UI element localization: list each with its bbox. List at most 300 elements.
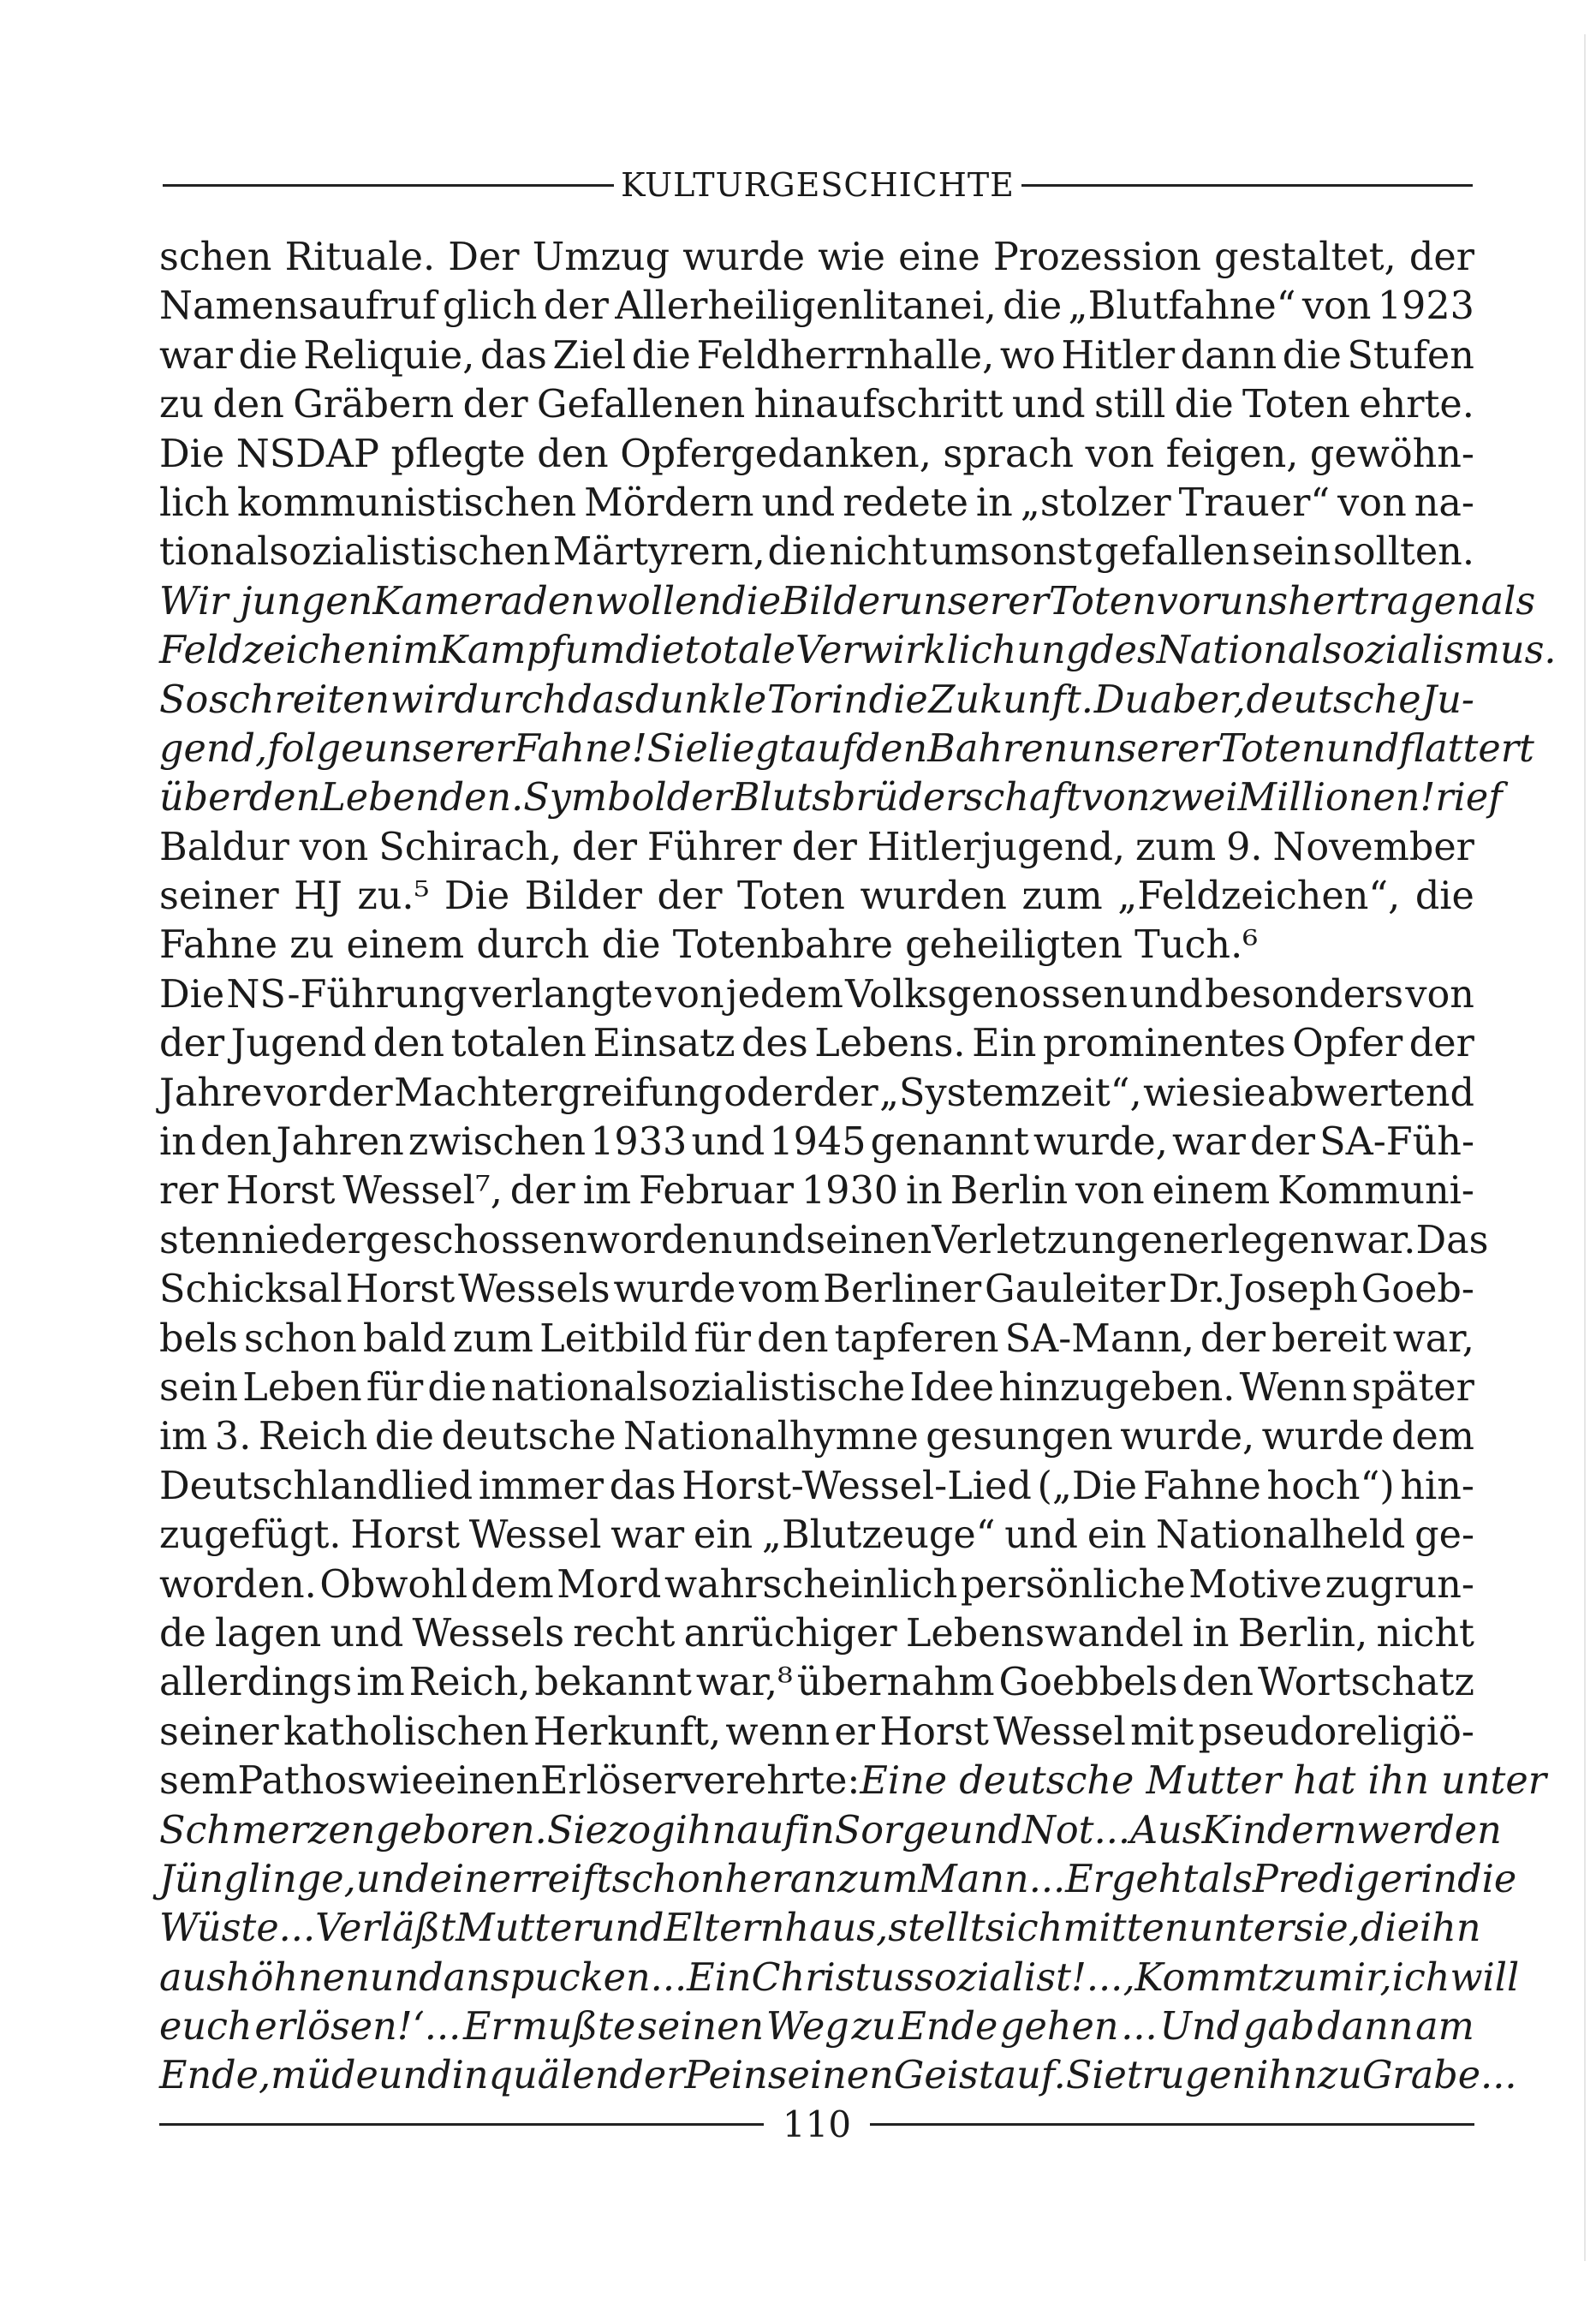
word: die: [1360, 1906, 1420, 1951]
word: von: [1081, 776, 1151, 820]
word: sein: [159, 1365, 239, 1410]
word: persönliche: [960, 1562, 1186, 1607]
word: NSDAP: [235, 432, 379, 476]
text-line: [159, 1560, 1474, 1609]
word: sie,: [1294, 1906, 1361, 1951]
word: den: [372, 1022, 445, 1066]
word: die: [1003, 284, 1063, 329]
word: Reich: [258, 1415, 368, 1459]
word: Kindern: [1201, 1808, 1357, 1853]
word: ...: [278, 1906, 316, 1951]
word: Bahren: [927, 726, 1069, 771]
word: der: [791, 825, 857, 869]
word: vom: [739, 1268, 820, 1312]
text-line: [159, 725, 1534, 773]
word: Horst-Wessel-Lied: [682, 1464, 1032, 1508]
word: Der: [448, 236, 520, 279]
text-line: [159, 823, 1474, 872]
word: eine: [898, 236, 980, 279]
word: Blutsbrüderschaft: [731, 776, 1081, 820]
word: SA-Füh-: [1319, 1120, 1474, 1165]
text-line: [159, 430, 1474, 479]
word: Tor: [766, 677, 831, 722]
text-line: [159, 1954, 1520, 2002]
word: Motive: [1188, 1562, 1323, 1607]
text-line: [159, 528, 1474, 576]
word: anspucken: [443, 1955, 651, 2000]
word: Mord: [557, 1562, 662, 1607]
word: im: [390, 629, 439, 673]
word: ...: [1093, 1808, 1131, 1853]
word: zu.⁵: [357, 874, 430, 919]
word: November: [1272, 825, 1474, 869]
word: Die: [159, 972, 225, 1017]
word: Opfer: [1292, 1022, 1403, 1066]
word: Eine deutsche Mutter hat ihn unter: [860, 1759, 1546, 1804]
word: Verwirklichung: [795, 629, 1091, 673]
text-line: [159, 380, 1474, 429]
word: unserer: [898, 579, 1049, 623]
word: seinen: [806, 1218, 932, 1262]
word: über: [159, 776, 249, 820]
word: Zukunft.: [928, 677, 1093, 722]
text-line: [159, 2051, 1517, 2100]
word: das: [479, 333, 547, 378]
word: und: [355, 1857, 430, 1901]
word: wurde: [613, 1268, 736, 1312]
text-line: [159, 1265, 1474, 1314]
word: die: [374, 1415, 434, 1459]
word: reift: [529, 1857, 612, 1901]
word: das: [568, 677, 635, 722]
text-line: [159, 872, 1474, 921]
body-text: [159, 233, 1557, 2101]
word: mitten: [1063, 1906, 1189, 1951]
word: den: [757, 1316, 829, 1361]
word: einem: [1152, 1169, 1271, 1214]
word: Ein: [972, 1022, 1037, 1066]
word: Namensaufruf: [159, 284, 437, 329]
word: Verletzungen: [932, 1218, 1188, 1262]
text-line: [159, 773, 1503, 822]
word: ihn: [675, 1808, 737, 1853]
word: Reich,: [408, 1661, 531, 1705]
word: Gräbern: [293, 383, 455, 427]
word: gefallen: [1094, 530, 1250, 575]
word: Toten: [1218, 726, 1326, 771]
word: katholischen: [283, 1709, 529, 1754]
word: die: [767, 530, 827, 575]
word: prominentes: [1043, 1022, 1286, 1066]
word: Symbol: [523, 776, 667, 820]
word: bekannt: [534, 1661, 692, 1705]
page-number: 110: [782, 2103, 852, 2145]
word: Lebenden.: [320, 776, 524, 820]
word: Er: [1065, 1857, 1111, 1901]
text-line: [159, 1904, 1481, 1953]
word: der: [1249, 1120, 1316, 1165]
word: aushöhnen: [159, 1955, 370, 2000]
word: war,⁸: [695, 1661, 793, 1705]
word: ihn: [1419, 1906, 1481, 1951]
word: Tuch.⁶: [1134, 923, 1259, 968]
word: er: [834, 1709, 876, 1754]
word: das: [609, 1464, 676, 1508]
word: der: [666, 776, 732, 820]
word: in: [797, 1808, 835, 1853]
word: ...: [1480, 2054, 1517, 2098]
word: von: [1301, 284, 1372, 329]
word: Fahne: [159, 923, 278, 968]
word: zum: [837, 1857, 919, 1901]
word: liegt: [707, 726, 795, 771]
word: stellt: [888, 1906, 986, 1951]
word: Horst: [345, 1268, 456, 1312]
word: gend,: [159, 726, 268, 771]
word: die: [631, 333, 691, 378]
word: Ein: [687, 1955, 752, 2000]
word: der: [509, 1169, 575, 1214]
word: zum: [1021, 874, 1103, 919]
word: nicht: [829, 530, 927, 575]
word: Wüste: [159, 1906, 279, 1951]
word: schreiten: [209, 677, 390, 722]
word: Weg: [765, 2005, 849, 2049]
word: wahrscheinlich: [664, 1562, 958, 1607]
word: Jugend: [230, 1022, 367, 1066]
word: immer: [478, 1464, 604, 1508]
word: sich: [985, 1906, 1063, 1951]
running-title: KULTURGESCHICHTE: [621, 166, 1015, 204]
word: Nationalhymne: [623, 1415, 919, 1459]
word: Wir jungen: [159, 579, 373, 623]
word: Jünglinge,: [159, 1857, 356, 1901]
word: Die: [159, 432, 225, 476]
word: Goebbels: [998, 1661, 1178, 1705]
word: nicht: [1376, 1611, 1474, 1656]
page-footer: [159, 2097, 1474, 2151]
word: und: [1011, 383, 1086, 427]
word: worden: [587, 1218, 733, 1262]
word: von: [1085, 432, 1155, 476]
word: Ziel: [552, 333, 627, 378]
text-line: [159, 1363, 1474, 1412]
word: die: [1282, 333, 1342, 378]
word: sein: [1252, 530, 1331, 575]
text-line: [159, 282, 1474, 331]
word: Kameraden: [372, 579, 595, 623]
word: die: [868, 677, 928, 722]
word: Pathos: [237, 1759, 367, 1804]
word: der: [571, 825, 637, 869]
word: Horst: [879, 1709, 989, 1754]
word: Lebenswandel: [905, 1611, 1184, 1656]
word: Sie: [546, 1808, 608, 1853]
word: Bilder: [781, 579, 899, 623]
word: wie: [818, 236, 885, 279]
word: des: [741, 1022, 808, 1066]
word: SA-Mann,: [1004, 1316, 1194, 1361]
text-line: [159, 1412, 1474, 1461]
word: bereit: [1271, 1316, 1387, 1361]
word: mußte: [511, 2005, 636, 2049]
word: war: [159, 333, 233, 378]
word: zwei: [1150, 776, 1238, 820]
text-line: [159, 331, 1474, 380]
word: Prediger: [1252, 1857, 1421, 1901]
word: Baldur: [159, 825, 289, 869]
word: schon: [611, 1857, 725, 1901]
word: Schirach,: [378, 825, 563, 869]
word: lagen: [215, 1611, 322, 1656]
text-line: [159, 577, 1536, 626]
word: Geist: [893, 2054, 994, 2098]
word: zugefügt.: [159, 1513, 342, 1558]
word: Rituale.: [284, 236, 436, 279]
word: Reliquie,: [303, 333, 475, 378]
word: als: [1198, 1857, 1253, 1901]
word: ihn: [1256, 2054, 1318, 2098]
word: Volksgenossen: [845, 972, 1128, 1017]
word: und: [369, 1955, 444, 2000]
word: Wessels: [412, 1611, 565, 1656]
word: dunkle: [634, 677, 767, 722]
text-line: [159, 1069, 1474, 1118]
word: Berlin: [950, 1169, 1069, 1214]
word: in: [905, 1169, 943, 1214]
word: Toten: [737, 874, 845, 919]
word: Wessels: [458, 1268, 610, 1312]
word: dann: [1180, 333, 1277, 378]
word: Sie: [1065, 2054, 1127, 2098]
word: dann: [1317, 2005, 1414, 2049]
word: Joseph: [1228, 1268, 1358, 1312]
word: Jahren: [276, 1120, 404, 1165]
word: bald: [362, 1316, 447, 1361]
word: die: [1414, 874, 1474, 919]
word: de: [159, 1611, 206, 1656]
word: Kampf: [438, 629, 565, 673]
word: Hitler: [1061, 333, 1176, 378]
word: will: [1450, 1955, 1520, 2000]
word: mir,: [1317, 1955, 1392, 2000]
text-line: [159, 2002, 1474, 2051]
word: Berliner: [823, 1268, 982, 1312]
word: und: [761, 480, 836, 525]
word: der: [1200, 1316, 1266, 1361]
word: tapferen: [834, 1316, 999, 1361]
word: redete: [843, 480, 968, 525]
word: Horst: [225, 1169, 336, 1214]
word: geboren.: [375, 1808, 547, 1853]
word: Ju-: [1421, 677, 1474, 722]
word: auf: [795, 726, 856, 771]
word: Leitbild: [539, 1316, 688, 1361]
word: Ende,: [159, 2054, 271, 2098]
word: die: [427, 1365, 487, 1410]
word: die: [722, 579, 782, 623]
word: Toten: [1242, 383, 1350, 427]
word: zu: [1272, 1955, 1318, 2000]
word: zu: [1317, 2054, 1362, 2098]
word: vor: [264, 1071, 327, 1115]
word: schon: [243, 1316, 357, 1361]
text-line: [159, 1806, 1502, 1855]
word: gehen: [1000, 2005, 1119, 2049]
word: Toten: [1048, 579, 1157, 623]
word: Einsatz: [593, 1022, 735, 1066]
word: zum: [1134, 825, 1217, 869]
word: bels: [159, 1316, 238, 1361]
word: einem: [346, 923, 465, 968]
word: seiner: [159, 874, 279, 919]
word: „Blutfahne“: [1068, 284, 1296, 329]
word: vor: [1156, 579, 1219, 623]
word: Bilder: [524, 874, 642, 919]
word: nationalsozialistische: [491, 1365, 906, 1410]
word: schen: [159, 236, 272, 279]
word: den: [200, 1120, 272, 1165]
word: einen: [433, 1759, 540, 1804]
word: lich: [159, 480, 230, 525]
word: Fahne!: [513, 726, 647, 771]
word: 1930: [801, 1169, 899, 1214]
word: NS-Führung: [226, 972, 467, 1017]
text-line: [159, 1462, 1474, 1511]
word: hin-: [1400, 1464, 1474, 1508]
word: seiner: [159, 1709, 279, 1754]
word: Horst: [350, 1513, 460, 1558]
word: Mördern: [584, 480, 754, 525]
text-line: [159, 233, 1474, 282]
word: ...: [1121, 2005, 1158, 2049]
word: Wortschatz: [1257, 1661, 1474, 1705]
word: Gauleiter: [985, 1268, 1166, 1312]
word: die: [1457, 1857, 1517, 1901]
word: der: [1408, 236, 1474, 279]
word: Christussozialist!: [751, 1955, 1087, 2000]
page-edge-line: [1584, 34, 1586, 2261]
word: deutsche: [1246, 677, 1421, 722]
word: und: [1325, 726, 1400, 771]
word: am: [1415, 2005, 1474, 2049]
word: na-: [1414, 480, 1474, 525]
word: war: [610, 1513, 685, 1558]
word: und: [691, 1120, 765, 1165]
word: Prozession: [992, 236, 1201, 279]
word: müde: [271, 2054, 378, 2098]
word: hertragen: [1288, 579, 1481, 623]
word: umsonst: [929, 530, 1093, 575]
word: wurde,: [1033, 1120, 1168, 1165]
word: und: [590, 1906, 664, 1951]
word: Kommuni-: [1277, 1169, 1474, 1214]
word: Wessel: [993, 1709, 1126, 1754]
word: Idee: [909, 1365, 995, 1410]
word: trugen: [1126, 2054, 1257, 2098]
word: Fahne: [1142, 1464, 1261, 1508]
word: uns: [1218, 579, 1289, 623]
word: Nationalheld: [1155, 1513, 1406, 1558]
word: folge: [267, 726, 364, 771]
footer-rule-left: [159, 2123, 764, 2126]
word: totalen: [450, 1022, 587, 1066]
word: der: [813, 1071, 878, 1115]
word: Stufen: [1347, 333, 1474, 378]
word: Erlöser: [539, 1759, 682, 1804]
word: 3.: [214, 1415, 252, 1459]
text-line: [159, 626, 1557, 675]
word: Aus: [1130, 1808, 1202, 1853]
word: Mutter: [456, 1906, 591, 1951]
word: Not: [1021, 1808, 1094, 1853]
word: sprach: [943, 432, 1075, 476]
word: unserer: [363, 726, 514, 771]
word: pflegte: [390, 432, 526, 476]
word: für: [366, 1365, 424, 1410]
word: seinen: [767, 2054, 894, 2098]
word: gab: [1242, 2005, 1315, 2049]
word: wenn: [725, 1709, 831, 1754]
word: Obwohl: [319, 1562, 468, 1607]
word: still: [1093, 383, 1166, 427]
word: im: [356, 1661, 405, 1705]
word: Märtyrern,: [552, 530, 765, 575]
word: wurden: [860, 874, 1007, 919]
word: des: [1090, 629, 1157, 673]
word: übernahm: [796, 1661, 995, 1705]
word: von: [1075, 1169, 1145, 1214]
word: Verläßt: [315, 1906, 456, 1951]
word: anrüchiger: [683, 1611, 897, 1656]
word: Leben: [242, 1365, 362, 1410]
word: in: [159, 1120, 196, 1165]
word: wurde: [682, 236, 806, 279]
word: den: [537, 432, 609, 476]
word: Herkunft,: [533, 1709, 722, 1754]
word: später: [1351, 1365, 1474, 1410]
word: Wessel: [468, 1513, 602, 1558]
word: mit: [1130, 1709, 1194, 1754]
text-line: [159, 1855, 1517, 1904]
text-line: [159, 1708, 1474, 1757]
word: „Systemzeit“,: [878, 1071, 1142, 1115]
word: in: [1420, 1857, 1458, 1901]
word: 1945: [769, 1120, 866, 1165]
word: niedergeschossen: [241, 1218, 587, 1262]
text-line: [159, 479, 1474, 528]
word: Deutschlandlied: [159, 1464, 473, 1508]
word: war: [1171, 1120, 1246, 1165]
text-line: [159, 1216, 1489, 1265]
word: wurde: [1261, 1415, 1385, 1459]
word: geheiligten: [905, 923, 1123, 968]
word: 1923: [1377, 284, 1474, 329]
text-line: [159, 1658, 1474, 1707]
word: Hitlerjugend,: [866, 825, 1126, 869]
word: den: [855, 726, 928, 771]
word: Wenn: [1239, 1365, 1348, 1410]
word: dem: [470, 1562, 554, 1607]
word: feigen,: [1165, 432, 1299, 476]
word: den: [248, 776, 321, 820]
word: zu: [159, 383, 205, 427]
word: hoch“): [1266, 1464, 1395, 1508]
word: von: [299, 825, 369, 869]
word: sten: [159, 1218, 241, 1262]
word: ...: [1028, 1857, 1066, 1901]
word: wie: [366, 1759, 434, 1804]
